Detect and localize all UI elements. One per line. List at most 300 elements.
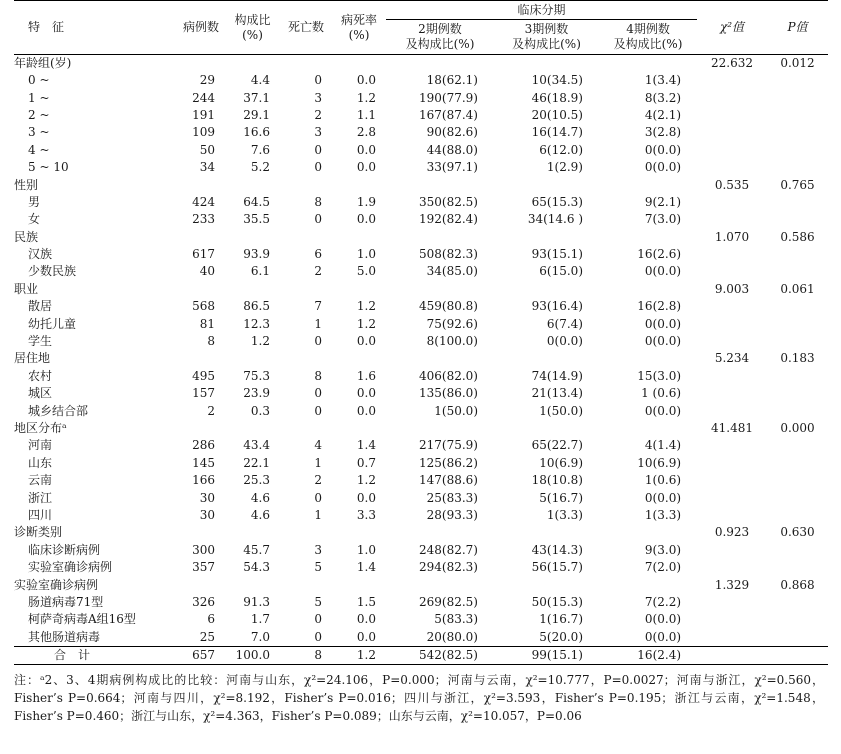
empty-cell (767, 402, 828, 419)
empty-cell (167, 524, 225, 541)
empty-cell (767, 455, 828, 472)
row-label: 幼托儿童 (28, 316, 77, 331)
group-row (14, 176, 828, 193)
total-phase2: 542(82.5) (419, 647, 478, 662)
table-row (14, 194, 828, 211)
table-row (14, 263, 828, 280)
empty-cell (697, 315, 767, 332)
empty-cell (767, 159, 828, 176)
ratio-cell: 54.3 (243, 560, 270, 575)
phase3-cell: 6(15.0) (539, 264, 583, 279)
empty-cell (697, 263, 767, 280)
p-value: 0.183 (780, 351, 815, 366)
empty-cell (494, 524, 599, 541)
chi2-value: 9.003 (714, 281, 750, 296)
table-container (14, 0, 828, 725)
phase2-cell: 248(82.7) (419, 542, 478, 557)
empty-cell (494, 576, 599, 593)
empty-cell (767, 489, 828, 506)
cases-cell: 30 (199, 507, 215, 522)
phase2-cell: 125(86.2) (419, 455, 478, 470)
empty-cell (697, 507, 767, 524)
chi2-value: 0.535 (714, 177, 750, 192)
ratio-cell: 43.4 (243, 438, 270, 453)
table-header (14, 1, 828, 55)
table-row (14, 72, 828, 89)
row-label: 2 ~ (28, 107, 50, 122)
deaths-cell: 5 (314, 594, 322, 609)
cases-cell: 25 (199, 629, 215, 644)
deaths-cell: 1 (314, 455, 322, 470)
empty-cell (167, 420, 225, 437)
deaths-cell: 0 (314, 386, 322, 401)
group-row (14, 55, 828, 73)
empty-cell (697, 368, 767, 385)
table-row (14, 211, 828, 228)
fatality-cell: 0.0 (356, 160, 376, 175)
ratio-cell: 4.6 (250, 507, 270, 522)
empty-cell (767, 542, 828, 559)
cases-cell: 145 (192, 455, 215, 470)
ratio-cell: 22.1 (243, 455, 270, 470)
phase4-cell: 9(3.0) (644, 542, 682, 557)
total-phase4: 16(2.4) (637, 647, 682, 662)
deaths-cell: 3 (314, 125, 322, 140)
group-row (14, 350, 828, 367)
group-row (14, 229, 828, 246)
cases-cell: 568 (192, 299, 215, 314)
empty-cell (167, 229, 225, 246)
empty-cell (225, 576, 280, 593)
header-deaths: 死亡数 (287, 20, 324, 34)
phase4-cell: 0(0.0) (644, 629, 682, 644)
phase2-cell: 294(82.3) (419, 560, 478, 575)
row-label: 5 ~ 10 (28, 160, 69, 175)
phase3-cell: 1(2.9) (546, 160, 583, 175)
empty-cell (599, 281, 697, 298)
empty-cell (280, 229, 332, 246)
cases-cell: 8 (207, 334, 215, 349)
phase4-cell: 0(0.0) (644, 612, 682, 627)
empty-cell (225, 524, 280, 541)
cases-cell: 617 (192, 247, 215, 262)
empty-cell (697, 611, 767, 628)
phase3-cell: 10(34.5) (531, 73, 583, 88)
empty-cell (767, 211, 828, 228)
group-label: 年龄组(岁) (14, 56, 72, 70)
row-label: 柯萨奇病毒A组16型 (28, 612, 136, 627)
table-row (14, 89, 828, 106)
empty-cell (767, 594, 828, 611)
empty-cell (697, 559, 767, 576)
phase3-cell: 65(22.7) (531, 438, 583, 453)
ratio-cell: 6.1 (250, 264, 270, 279)
ratio-cell: 4.6 (250, 490, 270, 505)
deaths-cell: 0 (314, 403, 322, 418)
empty-cell (280, 176, 332, 193)
group-label: 诊断类别 (14, 525, 63, 540)
cases-cell: 2 (207, 403, 215, 418)
chi2-value: 1.329 (714, 577, 750, 592)
fatality-cell: 0.0 (356, 629, 376, 644)
empty-cell (697, 542, 767, 559)
chi2-value: 1.070 (714, 229, 750, 244)
row-label: 4 ~ (28, 142, 50, 157)
total-label: 合 计 (54, 647, 91, 662)
cases-cell: 30 (199, 490, 215, 505)
empty-cell (332, 350, 386, 367)
phase3-cell: 18(10.8) (531, 473, 583, 488)
empty-cell (280, 576, 332, 593)
ratio-cell: 7.6 (250, 142, 270, 157)
table-row (14, 559, 828, 576)
phase4-cell: 8(3.2) (644, 90, 682, 105)
phase3-cell: 56(15.7) (531, 560, 583, 575)
cases-cell: 191 (192, 107, 215, 122)
empty-cell (697, 455, 767, 472)
empty-cell (767, 298, 828, 315)
total-fatality: 1.2 (356, 647, 376, 662)
empty-cell (767, 611, 828, 628)
header-phase4: 4期例数 及构成比(%) (613, 22, 683, 51)
ratio-cell: 0.3 (250, 403, 270, 418)
phase2-cell: 5(83.3) (434, 612, 478, 627)
cases-cell: 6 (207, 612, 215, 627)
empty-cell (386, 524, 494, 541)
table-row (14, 124, 828, 141)
table-row (14, 298, 828, 315)
empty-cell (697, 402, 767, 419)
p-value: 0.000 (780, 421, 815, 435)
chi2-value: 22.632 (711, 56, 754, 70)
fatality-cell: 0.0 (356, 386, 376, 401)
empty-cell (697, 124, 767, 141)
fatality-cell: 0.0 (356, 73, 376, 88)
ratio-cell: 5.2 (250, 160, 270, 175)
phase3-cell: 0(0.0) (546, 334, 583, 349)
empty-cell (697, 159, 767, 176)
phase4-cell: 15(3.0) (637, 368, 682, 383)
table-row (14, 246, 828, 263)
phase3-cell: 93(15.1) (531, 247, 583, 262)
ratio-cell: 35.5 (243, 212, 270, 227)
group-row (14, 524, 828, 541)
cases-cell: 50 (199, 142, 215, 157)
empty-cell (332, 576, 386, 593)
cases-cell: 233 (192, 212, 215, 227)
ratio-cell: 64.5 (243, 194, 270, 209)
row-label: 少数民族 (28, 264, 77, 279)
table-row (14, 159, 828, 176)
p-value: 0.586 (780, 229, 815, 244)
empty-cell (767, 142, 828, 159)
phase3-cell: 93(16.4) (531, 299, 583, 314)
p-value: 0.012 (780, 56, 815, 70)
phase4-cell: 4(1.4) (644, 438, 682, 453)
phase2-cell: 18(62.1) (426, 73, 478, 88)
fatality-cell: 1.1 (356, 107, 376, 122)
p-value: 0.765 (780, 177, 815, 192)
deaths-cell: 8 (314, 368, 322, 383)
empty-cell (280, 350, 332, 367)
phase3-cell: 16(14.7) (531, 125, 583, 140)
empty-cell (332, 176, 386, 193)
phase4-cell: 1(3.4) (644, 73, 682, 88)
ratio-cell: 25.3 (243, 473, 270, 488)
ratio-cell: 1.2 (250, 334, 270, 349)
fatality-cell: 3.3 (356, 507, 376, 522)
table-row (14, 402, 828, 419)
empty-cell (697, 472, 767, 489)
phase3-cell: 10(6.9) (539, 455, 583, 470)
cases-cell: 495 (192, 368, 215, 383)
empty-cell (386, 350, 494, 367)
deaths-cell: 4 (314, 438, 322, 453)
table-row (14, 507, 828, 524)
empty-cell (767, 72, 828, 89)
table-row (14, 315, 828, 332)
row-label: 四川 (28, 507, 53, 522)
deaths-cell: 3 (314, 90, 322, 105)
phase2-cell: 28(93.3) (426, 507, 478, 522)
phase2-cell: 459(80.8) (419, 299, 478, 314)
table-row (14, 629, 828, 647)
empty-cell (386, 55, 494, 73)
fatality-cell: 1.9 (356, 194, 376, 209)
deaths-cell: 2 (314, 264, 322, 279)
empty-cell (225, 176, 280, 193)
phase2-cell: 33(97.1) (426, 160, 478, 175)
table-row (14, 611, 828, 628)
header-phase3: 3期例数 及构成比(%) (512, 22, 581, 51)
phase4-cell: 7(3.0) (644, 212, 682, 227)
phase2-cell: 508(82.3) (419, 247, 478, 262)
phase4-cell: 9(2.1) (644, 194, 682, 209)
phase2-cell: 135(86.0) (419, 386, 478, 401)
empty-cell (386, 420, 494, 437)
phase4-cell: 1 (0.6) (641, 386, 682, 401)
empty-cell (386, 176, 494, 193)
cases-cell: 109 (192, 125, 215, 140)
empty-cell (332, 281, 386, 298)
phase2-cell: 34(85.0) (426, 264, 478, 279)
ratio-cell: 45.7 (243, 542, 270, 557)
phase3-cell: 5(16.7) (539, 490, 583, 505)
fatality-cell: 1.2 (356, 316, 376, 331)
empty-cell (225, 281, 280, 298)
phase3-cell: 43(14.3) (531, 542, 583, 557)
phase3-cell: 46(18.9) (531, 90, 583, 105)
phase2-cell: 406(82.0) (419, 368, 478, 383)
header-chi2: χ²值 (719, 20, 745, 34)
fatality-cell: 1.2 (356, 473, 376, 488)
empty-cell (280, 420, 332, 437)
row-label: 浙江 (28, 490, 53, 505)
row-label: 河南 (28, 438, 53, 453)
fatality-cell: 0.0 (356, 403, 376, 418)
row-label: 其他肠道病毒 (28, 629, 101, 644)
header-phase2: 2期例数 及构成比(%) (405, 22, 475, 51)
deaths-cell: 0 (314, 212, 322, 227)
phase4-cell: 16(2.8) (637, 299, 682, 314)
data-table (14, 0, 828, 665)
group-label: 居住地 (14, 351, 51, 366)
empty-cell (697, 89, 767, 106)
table-row (14, 472, 828, 489)
fatality-cell: 1.2 (356, 90, 376, 105)
empty-cell (697, 194, 767, 211)
empty-cell (167, 576, 225, 593)
empty-cell (767, 437, 828, 454)
empty-cell (767, 89, 828, 106)
fatality-cell: 1.4 (356, 438, 376, 453)
fatality-cell: 0.0 (356, 142, 376, 157)
empty-cell (697, 629, 767, 647)
empty-cell (386, 281, 494, 298)
ratio-cell: 37.1 (243, 90, 270, 105)
empty-cell (767, 385, 828, 402)
empty-cell (767, 368, 828, 385)
phase3-cell: 6(7.4) (546, 316, 583, 331)
ratio-cell: 86.5 (243, 299, 270, 314)
fatality-cell: 1.6 (356, 368, 376, 383)
fatality-cell: 1.0 (356, 542, 376, 557)
deaths-cell: 2 (314, 107, 322, 122)
cases-cell: 157 (192, 386, 215, 401)
group-label: 实验室确诊病例 (14, 577, 99, 592)
deaths-cell: 0 (314, 612, 322, 627)
phase3-cell: 5(20.0) (539, 629, 583, 644)
fatality-cell: 0.0 (356, 490, 376, 505)
empty-cell (280, 281, 332, 298)
empty-cell (767, 646, 828, 664)
empty-cell (494, 55, 599, 73)
row-label: 城区 (28, 386, 53, 401)
row-label: 临床诊断病例 (28, 542, 101, 557)
empty-cell (280, 55, 332, 73)
group-label: 民族 (14, 229, 39, 244)
group-label: 地区分布ᵃ (14, 421, 67, 435)
fatality-cell: 1.5 (356, 594, 376, 609)
empty-cell (599, 524, 697, 541)
empty-cell (767, 559, 828, 576)
empty-cell (697, 437, 767, 454)
row-label: 1 ~ (28, 90, 50, 105)
phase4-cell: 0(0.0) (644, 334, 682, 349)
empty-cell (599, 229, 697, 246)
phase4-cell: 4(2.1) (644, 107, 682, 122)
deaths-cell: 0 (314, 490, 322, 505)
row-label: 肠道病毒71型 (28, 594, 104, 609)
row-label: 女 (28, 212, 41, 227)
empty-cell (697, 72, 767, 89)
phase3-cell: 50(15.3) (531, 594, 583, 609)
phase3-cell: 6(12.0) (539, 142, 583, 157)
row-label: 学生 (28, 334, 53, 349)
deaths-cell: 0 (314, 160, 322, 175)
empty-cell (280, 524, 332, 541)
phase4-cell: 7(2.0) (644, 560, 682, 575)
fatality-cell: 0.0 (356, 334, 376, 349)
cases-cell: 40 (199, 264, 215, 279)
table-row (14, 107, 828, 124)
cases-cell: 424 (192, 194, 215, 209)
header-phase-group: 临床分期 (386, 1, 697, 20)
fatality-cell: 0.0 (356, 212, 376, 227)
phase2-cell: 167(87.4) (419, 107, 478, 122)
phase3-cell: 34(14.6 ) (527, 212, 583, 227)
phase3-cell: 1(50.0) (539, 403, 583, 418)
table-row (14, 437, 828, 454)
empty-cell (697, 385, 767, 402)
cases-cell: 244 (192, 90, 215, 105)
empty-cell (167, 350, 225, 367)
empty-cell (767, 107, 828, 124)
fatality-cell: 1.0 (356, 247, 376, 262)
table-row (14, 594, 828, 611)
empty-cell (697, 298, 767, 315)
deaths-cell: 0 (314, 142, 322, 157)
phase4-cell: 1(0.6) (644, 473, 682, 488)
p-value: 0.061 (780, 281, 815, 296)
empty-cell (386, 229, 494, 246)
table-footnote: 注：ᵃ2、3、4期病例构成比的比较：河南与山东，χ²=24.106，P=0.000；河南与云南，χ²=10.777，P=0.0027；河南与浙江，χ²=0.560，Fisher’s P=0.664；河南与四川，χ²=8.192，Fisher’s P=0.016；四川与浙江，χ²=3.593，Fisher’s P=0.195；浙江与云南，χ²=1.548，Fisher’s P=0.460；浙江与山东，χ²=4.363，Fisher’s P=0.089；山东与云南，χ²=10.057，P=0.06 (14, 672, 824, 723)
fatality-cell: 0.0 (356, 612, 376, 627)
fatality-cell: 2.8 (356, 125, 376, 140)
table-row (14, 542, 828, 559)
phase4-cell: 0(0.0) (644, 316, 682, 331)
ratio-cell: 75.3 (243, 368, 270, 383)
phase3-cell: 74(14.9) (531, 368, 583, 383)
empty-cell (767, 315, 828, 332)
empty-cell (332, 55, 386, 73)
row-label: 散居 (28, 299, 53, 314)
phase4-cell: 0(0.0) (644, 403, 682, 418)
phase2-cell: 147(88.6) (419, 473, 478, 488)
empty-cell (494, 420, 599, 437)
total-row (14, 646, 828, 664)
empty-cell (332, 229, 386, 246)
chi2-value: 0.923 (714, 525, 750, 540)
total-ratio: 100.0 (235, 647, 270, 662)
phase4-cell: 7(2.2) (644, 594, 682, 609)
row-label: 3 ~ (28, 125, 50, 140)
empty-cell (767, 246, 828, 263)
empty-cell (767, 333, 828, 350)
chi2-value: 5.234 (714, 351, 750, 366)
group-row (14, 576, 828, 593)
p-value: 0.868 (780, 577, 815, 592)
ratio-cell: 1.7 (250, 612, 270, 627)
cases-cell: 81 (199, 316, 215, 331)
deaths-cell: 0 (314, 629, 322, 644)
fatality-cell: 1.2 (356, 299, 376, 314)
empty-cell (494, 176, 599, 193)
phase3-cell: 21(13.4) (531, 386, 583, 401)
deaths-cell: 5 (314, 560, 322, 575)
fatality-cell: 0.7 (356, 455, 376, 470)
row-label: 农村 (28, 368, 53, 383)
phase2-cell: 75(92.6) (426, 316, 478, 331)
empty-cell (167, 55, 225, 73)
empty-cell (697, 333, 767, 350)
row-label: 男 (28, 194, 41, 209)
empty-cell (697, 107, 767, 124)
phase2-cell: 20(80.0) (426, 629, 478, 644)
empty-cell (225, 55, 280, 73)
empty-cell (697, 142, 767, 159)
phase4-cell: 3(2.8) (644, 125, 682, 140)
